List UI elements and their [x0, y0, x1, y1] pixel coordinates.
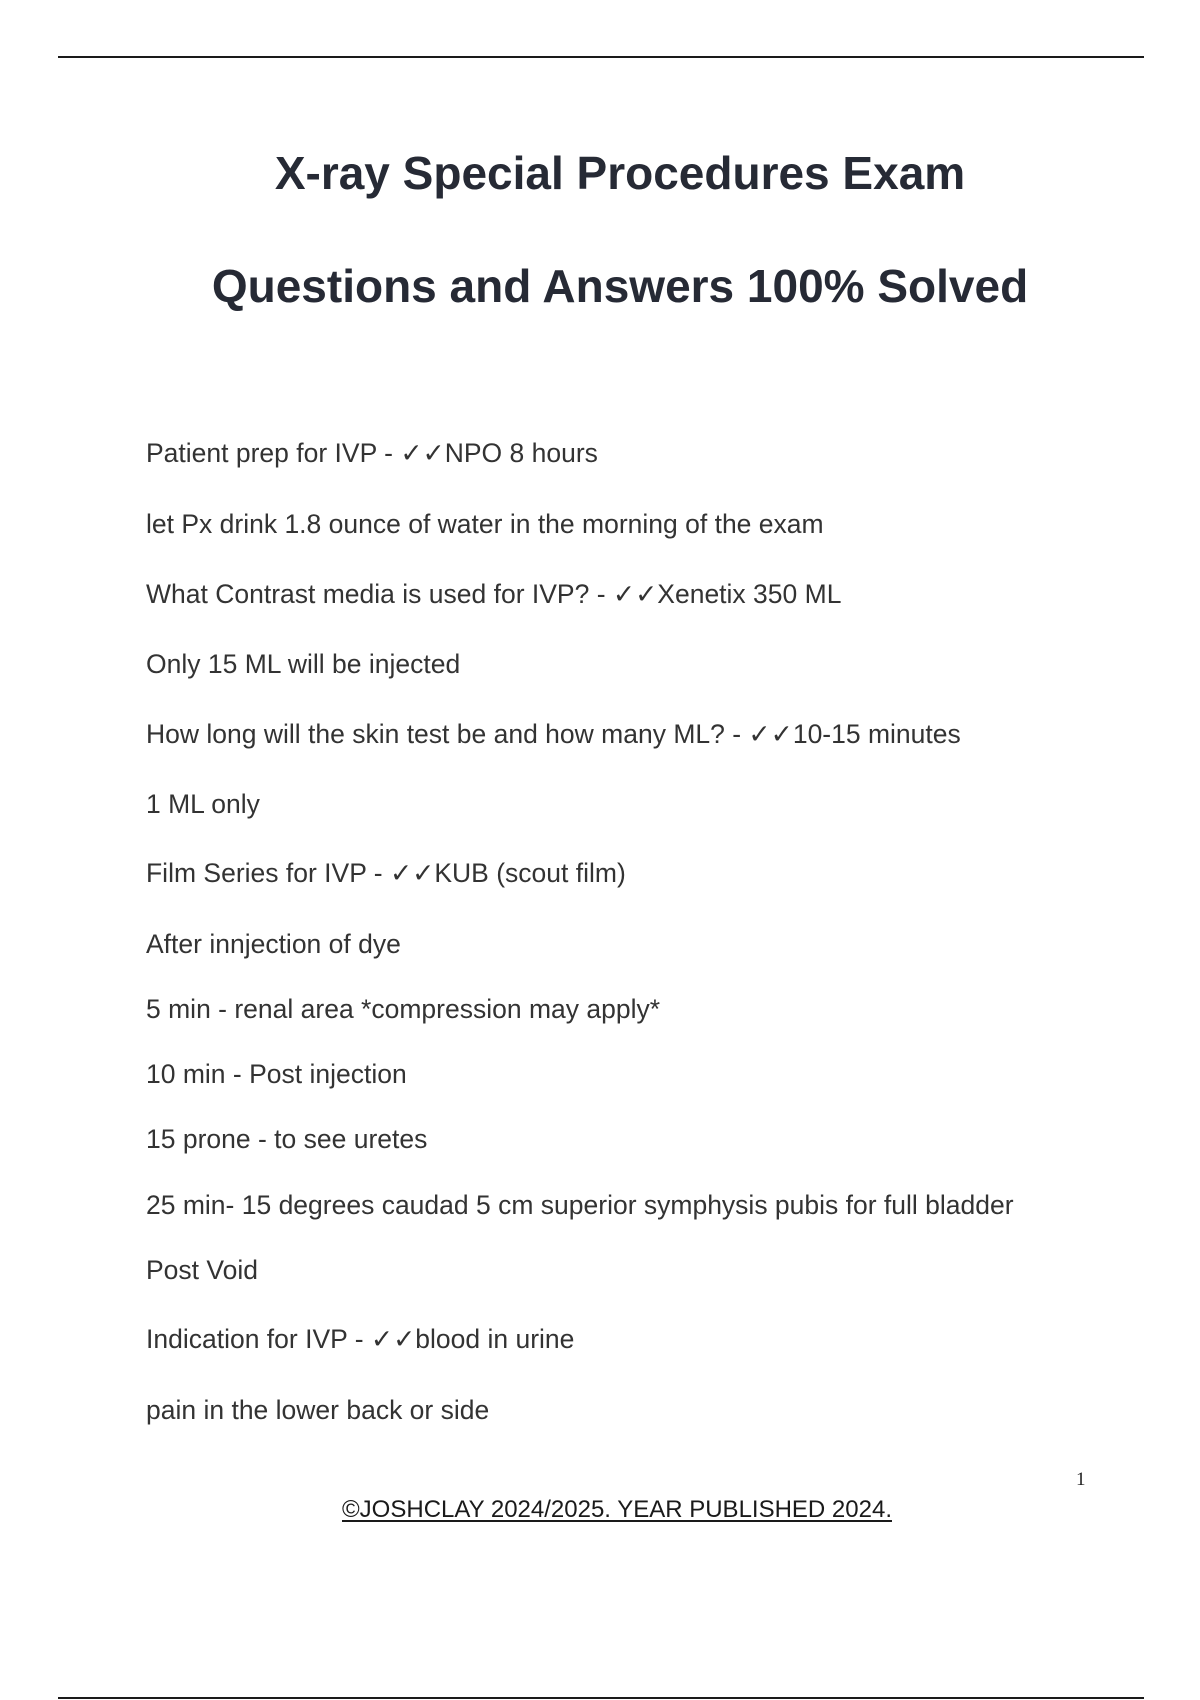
- qa-line-answer: 5 min - renal area *compression may apply*: [146, 994, 661, 1024]
- page-number: 1: [1076, 1469, 1086, 1490]
- qa-line-question: How long will the skin test be and how many ML? - ✓✓10-15 minutes: [146, 719, 961, 749]
- footer-copyright: [0, 1496, 1200, 1524]
- qa-line-answer: 15 prone - to see uretes: [146, 1124, 428, 1154]
- qa-line-answer: Post Void: [146, 1255, 258, 1285]
- qa-line-question: Film Series for IVP - ✓✓KUB (scout film): [146, 858, 626, 888]
- header-rule: [58, 56, 1144, 58]
- qa-line-answer: 25 min- 15 degrees caudad 5 cm superior symphysis pubis for full bladder: [146, 1190, 1014, 1220]
- qa-line-question: Patient prep for IVP - ✓✓NPO 8 hours: [146, 438, 598, 468]
- qa-line-answer: After innjection of dye: [146, 929, 401, 959]
- qa-line-answer: let Px drink 1.8 ounce of water in the morning of the exam: [146, 509, 824, 539]
- qa-line-answer: pain in the lower back or side: [146, 1395, 490, 1425]
- footer-text: ©JOSHCLAY 2024/2025. YEAR PUBLISHED 2024.: [342, 1496, 892, 1523]
- title-line-2: Questions and Answers 100% Solved: [211, 260, 1029, 312]
- qa-line-answer: 1 ML only: [146, 789, 260, 819]
- qa-line-question: Indication for IVP - ✓✓blood in urine: [146, 1324, 575, 1354]
- qa-line-answer: Only 15 ML will be injected: [146, 649, 461, 679]
- title-line-1: X-ray Special Procedures Exam: [274, 147, 966, 199]
- footer-rule: [58, 1697, 1144, 1699]
- qa-line-answer: 10 min - Post injection: [146, 1059, 407, 1089]
- qa-line-question: What Contrast media is used for IVP? - ✓✓Xenetix 350 ML: [146, 579, 842, 609]
